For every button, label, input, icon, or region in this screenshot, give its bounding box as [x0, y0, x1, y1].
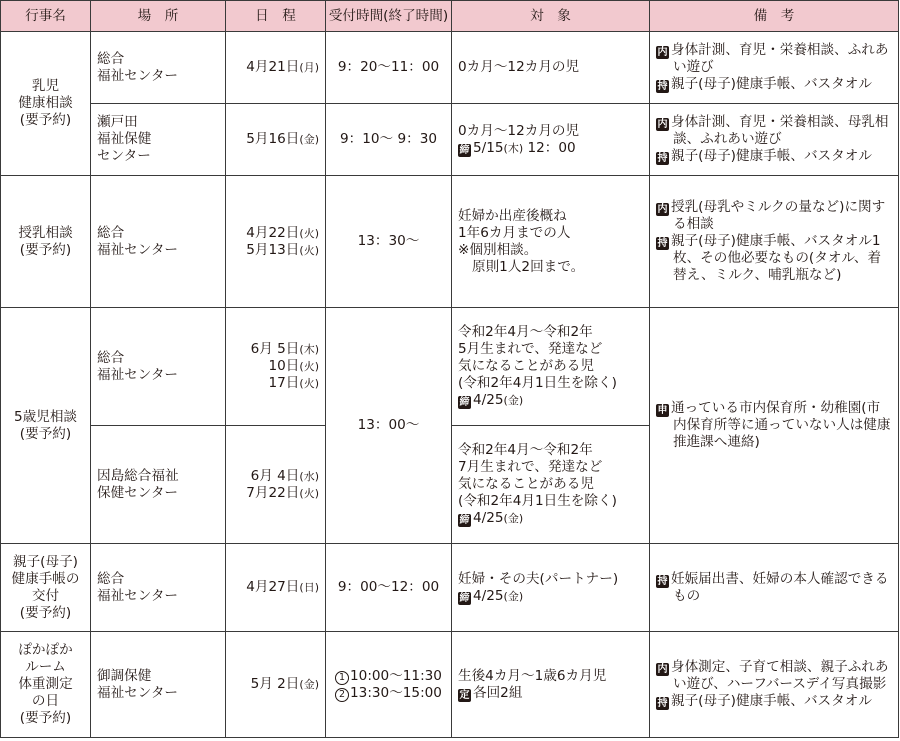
target-cell: 令和2年4月～令和2年 5月生まれで、発達など 気になることがある児 (令和2年4月1日生を除く) 締 4/25(金) — [452, 308, 650, 426]
date-cell: 5月 2日(金) — [226, 632, 326, 738]
bring-badge-icon: 持 — [657, 81, 668, 92]
notes-cell: 内 身体測定、子育て相談、親子ふれあい遊び、ハーフバースデイ写真撮影 持 親子(母子)健康手帳、バスタオル — [650, 632, 899, 738]
place-cell: 御調保健 福祉センター — [91, 632, 226, 738]
time-cell: 1 10:00～11:30 2 13:30～15:00 — [326, 632, 452, 738]
time-cell: 9：10～ 9：30 — [326, 104, 452, 176]
circled-number-icon: 2 — [335, 688, 349, 702]
header-event: 行事名 — [1, 1, 91, 32]
content-badge-icon: 内 — [657, 119, 668, 130]
capacity-badge-icon: 定 — [459, 689, 470, 701]
bring-badge-icon: 持 — [657, 238, 668, 249]
deadline-badge-icon: 締 — [459, 515, 470, 526]
target-cell: 生後4カ月～1歳6カ月児 定 各回2組 — [452, 632, 650, 738]
table-row-techo — [1, 544, 899, 632]
event-nyuji: 乳児 健康相談 (要予約) — [1, 32, 91, 176]
table-row-nyuji-a — [1, 32, 899, 104]
date-cell: 5月16日(金) — [226, 104, 326, 176]
event-techo: 親子(母子) 健康手帳の 交付 (要予約) — [1, 544, 91, 632]
target-cell: 妊婦か出産後概ね 1年6カ月までの人 ※個別相談。 原則1人2回まで。 — [452, 176, 650, 308]
place-cell: 総合 福祉センター — [91, 176, 226, 308]
header-place: 場 所 — [91, 1, 226, 32]
event-pokapoka: ぽかぽか ルーム 体重測定 の日 (要予約) — [1, 632, 91, 738]
bring-badge-icon: 持 — [657, 698, 668, 709]
place-cell: 総合 福祉センター — [91, 308, 226, 426]
table-header-row — [1, 1, 899, 32]
event-junyu: 授乳相談 (要予約) — [1, 176, 91, 308]
place-cell: 因島総合福祉 保健センター — [91, 426, 226, 544]
header-time: 受付時間(終了時間) — [326, 1, 452, 32]
target-cell: 0カ月～12カ月の児 — [452, 32, 650, 104]
notes-cell: 内 身体計測、育児・栄養相談、ふれあい遊び 持 親子(母子)健康手帳、バスタオル — [650, 32, 899, 104]
bring-badge-icon: 持 — [657, 153, 668, 164]
notes-cell: 内 身体計測、育児・栄養相談、母乳相談、ふれあい遊び 持 親子(母子)健康手帳、バスタオル — [650, 104, 899, 176]
time-cell: 13：00～ — [326, 308, 452, 544]
notes-cell: 申 通っている市内保育所・幼稚園(市内保育所等に通っていない人は健康推進課へ連絡) — [650, 308, 899, 544]
target-cell: 令和2年4月～令和2年 7月生まれで、発達など 気になることがある児 (令和2年4月1日生を除く) 締 4/25(金) — [452, 426, 650, 544]
date-cell: 6月 4日(水) 7月22日(火) — [226, 426, 326, 544]
time-cell: 13：30～ — [326, 176, 452, 308]
time-cell: 9：00～12：00 — [326, 544, 452, 632]
deadline-badge-icon: 締 — [459, 144, 470, 156]
apply-badge-icon: 申 — [657, 405, 668, 416]
place-cell: 瀬戸田 福祉保健 センター — [91, 104, 226, 176]
time-cell: 9：20～11：00 — [326, 32, 452, 104]
bring-badge-icon: 持 — [657, 575, 668, 587]
circled-number-icon: 1 — [335, 671, 349, 685]
content-badge-icon: 内 — [657, 204, 668, 215]
place-cell: 総合 福祉センター — [91, 544, 226, 632]
table-row-junyu — [1, 176, 899, 308]
content-badge-icon: 内 — [657, 664, 668, 675]
header-notes: 備 考 — [650, 1, 899, 32]
place-cell: 総合 福祉センター — [91, 32, 226, 104]
target-cell: 妊婦・その夫(パートナー) 締 4/25(金) — [452, 544, 650, 632]
header-date: 日 程 — [226, 1, 326, 32]
notes-cell: 持 妊娠届出書、妊婦の本人確認できるもの — [650, 544, 899, 632]
target-cell: 0カ月～12カ月の児 締 5/15(木) 12：00 — [452, 104, 650, 176]
table-row-nyuji-b — [1, 104, 899, 176]
date-cell: 4月21日(月) — [226, 32, 326, 104]
table-row-pokapoka — [1, 632, 899, 738]
deadline-badge-icon: 締 — [459, 397, 470, 408]
header-target: 対 象 — [452, 1, 650, 32]
content-badge-icon: 内 — [657, 47, 668, 58]
table-row-gosai-a — [1, 308, 899, 426]
date-cell: 6月 5日(木) 10日(火) 17日(火) — [226, 308, 326, 426]
date-cell: 4月22日(火) 5月13日(火) — [226, 176, 326, 308]
event-gosai: 5歳児相談 (要予約) — [1, 308, 91, 544]
notes-cell: 内 授乳(母乳やミルクの量など)に関する相談 持 親子(母子)健康手帳、バスタオル1枚、その他必要なもの(タオル、着替え、ミルク、哺乳瓶など) — [650, 176, 899, 308]
deadline-badge-icon: 締 — [459, 592, 470, 604]
date-cell: 4月27日(日) — [226, 544, 326, 632]
